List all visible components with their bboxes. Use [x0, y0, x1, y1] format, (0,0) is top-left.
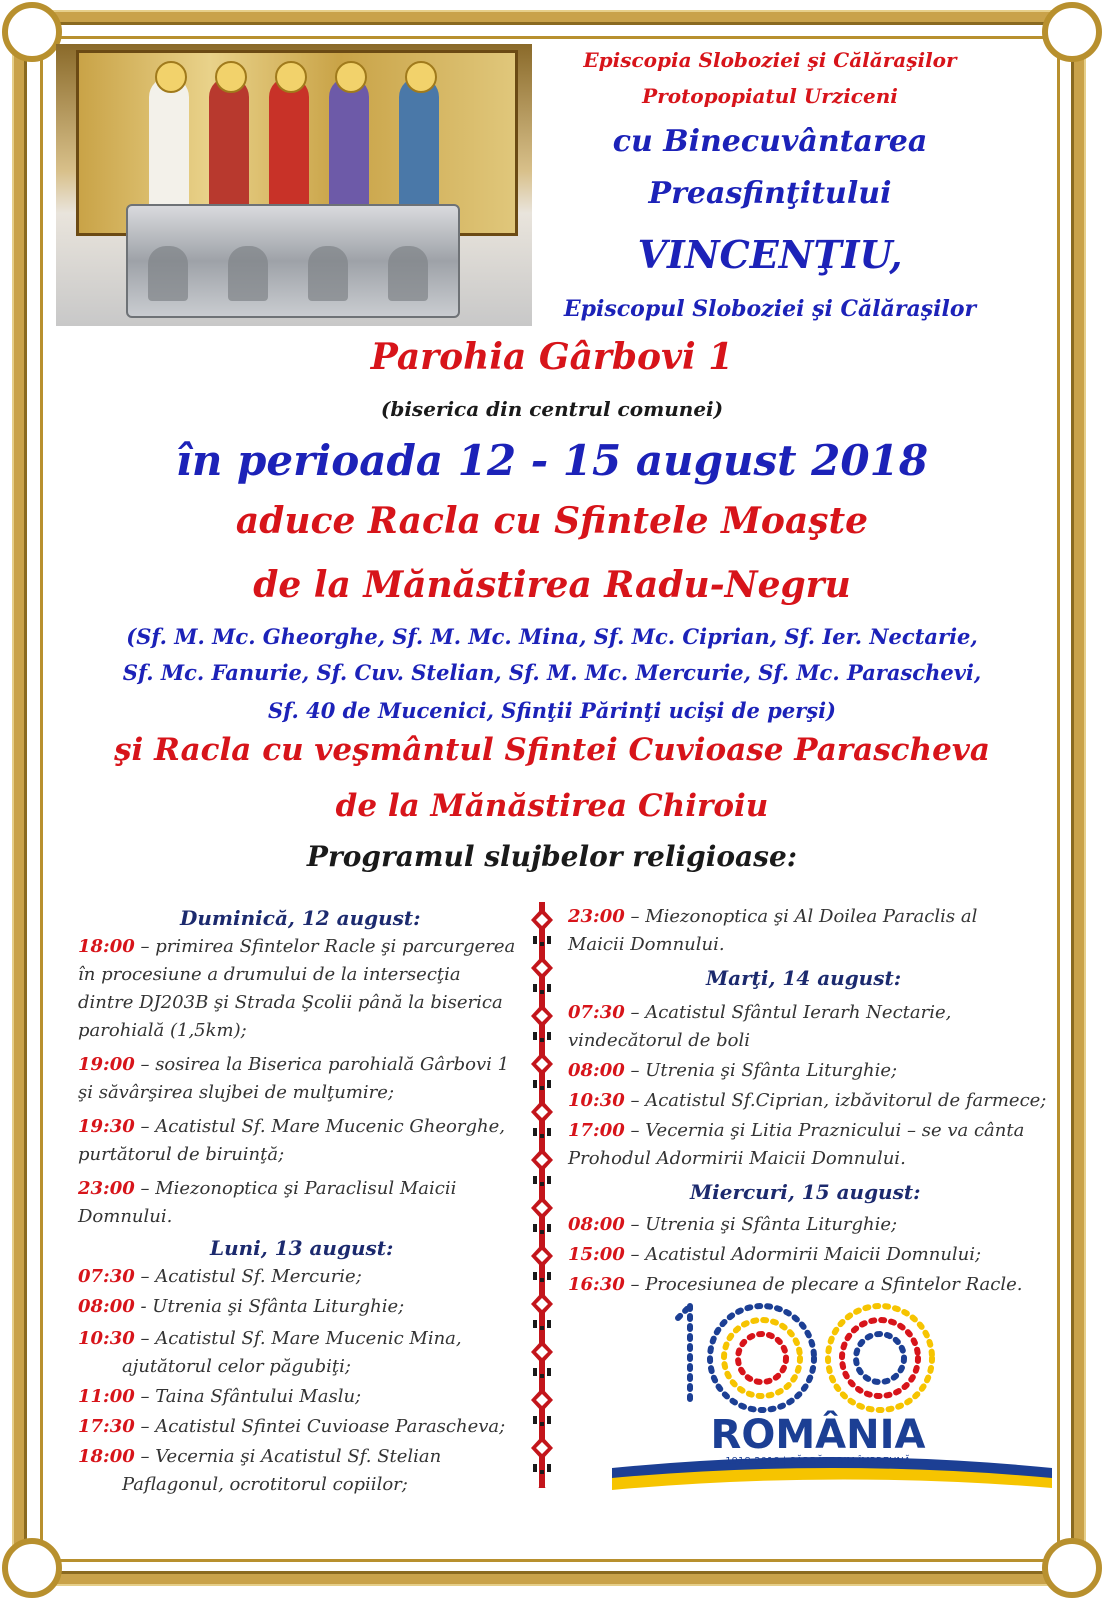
- saints-line-2: Sf. Mc. Fanurie, Sf. Cuv. Stelian, Sf. M. Mc. Mercurie, Sf. Mc. Paraschevi,: [122, 660, 982, 685]
- schedule-line: dintre DJ203B şi Strada Şcolii până la biserica: [78, 992, 503, 1013]
- reliquary: [126, 204, 460, 318]
- schedule-line: 17:00 – Vecernia şi Litia Praznicului – se va cânta: [568, 1120, 1025, 1141]
- schedule-line: 11:00 – Taina Sfântului Maslu;: [78, 1386, 362, 1407]
- header-bishop-name: VINCENŢIU,: [637, 232, 903, 277]
- schedule-line: 07:30 – Acatistul Sfântul Ierarh Nectarie,: [568, 1002, 952, 1023]
- schedule-line: 17:30 – Acatistul Sfintei Cuvioase Parascheva;: [78, 1416, 506, 1437]
- relics-title-1: aduce Racla cu Sfintele Moaşte: [235, 500, 869, 542]
- day-heading-wednesday: Miercuri, 15 august:: [690, 1180, 921, 1204]
- schedule-line: 08:00 – Utrenia şi Sfânta Liturghie;: [568, 1060, 898, 1081]
- schedule-line: ajutătorul celor păgubiţi;: [122, 1356, 351, 1377]
- schedule-line: 18:00 – primirea Sfintelor Racle şi parcurgerea: [78, 936, 516, 957]
- schedule-line: vindecătorul de boli: [568, 1030, 751, 1051]
- corner-ornament-bottom-left: [2, 1538, 62, 1598]
- logo-tagline: 1918-2018 | SĂRBĂTORIM ÎMPREUNĂ: [725, 1456, 911, 1467]
- header-blessing: cu Binecuvântarea: [612, 124, 928, 159]
- schedule-line: purtătorul de biruinţă;: [78, 1144, 285, 1165]
- program-title: Programul slujbelor religioase:: [306, 840, 798, 873]
- schedule-line: Prohodul Adormirii Maicii Domnului.: [568, 1148, 906, 1169]
- schedule-line: 15:00 – Acatistul Adormirii Maicii Domnului;: [568, 1244, 982, 1265]
- corner-ornament-bottom-right: [1042, 1538, 1102, 1598]
- schedule-line: Domnului.: [78, 1206, 173, 1227]
- schedule-line: 08:00 – Utrenia şi Sfânta Liturghie;: [568, 1214, 898, 1235]
- folk-pattern-divider: [527, 902, 557, 1488]
- saints-line-1: (Sf. M. Mc. Gheorghe, Sf. M. Mc. Mina, Sf. Mc. Ciprian, Sf. Ier. Nectarie,: [126, 624, 978, 649]
- event-period: în perioada 12 - 15 august 2018: [175, 436, 929, 485]
- schedule-line: 23:00 – Miezonoptica şi Al Doilea Paraclis al: [568, 906, 978, 927]
- schedule-line: 18:00 – Vecernia şi Acatistul Sf. Stelian: [78, 1446, 442, 1467]
- schedule-line: 07:30 – Acatistul Sf. Mercurie;: [78, 1266, 362, 1287]
- schedule-line: în procesiune a drumului de la intersecţia: [78, 964, 461, 985]
- schedule-line: 23:00 – Miezonoptica şi Paraclisul Maicii: [78, 1178, 457, 1199]
- day-heading-monday: Luni, 13 august:: [210, 1236, 394, 1260]
- schedule-line: 16:30 – Procesiunea de plecare a Sfintelor Racle.: [568, 1274, 1023, 1295]
- schedule-line: 19:00 – sosirea la Biserica parohială Gârbovi 1: [78, 1054, 510, 1075]
- schedule-line: Paflagonul, ocrotitorul copiilor;: [122, 1474, 408, 1495]
- schedule-line: 10:30 – Acatistul Sf.Ciprian, izbăvitorul de farmece;: [568, 1090, 1047, 1111]
- reliquary-photo: [56, 44, 532, 326]
- day-heading-tuesday: Marţi, 14 august:: [706, 966, 902, 990]
- parish-title: Parohia Gârbovi 1: [370, 336, 734, 378]
- corner-ornament-top-left: [2, 2, 62, 62]
- schedule-line: şi săvârşirea slujbei de mulţumire;: [78, 1082, 395, 1103]
- schedule-line: parohială (1,5km);: [78, 1020, 247, 1041]
- logo-country: ROMÂNIA: [710, 1412, 926, 1458]
- schedule-line: Maicii Domnului.: [568, 934, 725, 955]
- parish-note: (biserica din centrul comunei): [380, 397, 724, 421]
- header-preasfintit: Preasfinţitului: [648, 176, 892, 211]
- header-protopopiat: Protopopiatul Urziceni: [642, 84, 898, 108]
- header-bishop-title: Episcopul Sloboziei şi Călăraşilor: [563, 296, 977, 322]
- schedule-line: 08:00 - Utrenia şi Sfânta Liturghie;: [78, 1296, 405, 1317]
- corner-ornament-top-right: [1042, 2, 1102, 62]
- relics-source-2: de la Mănăstirea Chiroiu: [335, 788, 769, 824]
- romania-centenary-logo: [612, 1296, 1052, 1496]
- day-heading-sunday: Duminică, 12 august:: [180, 906, 421, 930]
- header-diocese: Episcopia Sloboziei şi Călăraşilor: [583, 48, 957, 72]
- relics-title-2: şi Racla cu veşmântul Sfintei Cuvioase Parascheva: [114, 732, 990, 768]
- schedule-line: 10:30 – Acatistul Sf. Mare Mucenic Mina,: [78, 1328, 462, 1349]
- saints-line-3: Sf. 40 de Mucenici, Sfinţii Părinţi ucişi de perşi): [268, 698, 836, 723]
- relics-source-1: de la Mănăstirea Radu-Negru: [253, 564, 851, 606]
- schedule-line: 19:30 – Acatistul Sf. Mare Mucenic Gheorghe,: [78, 1116, 505, 1137]
